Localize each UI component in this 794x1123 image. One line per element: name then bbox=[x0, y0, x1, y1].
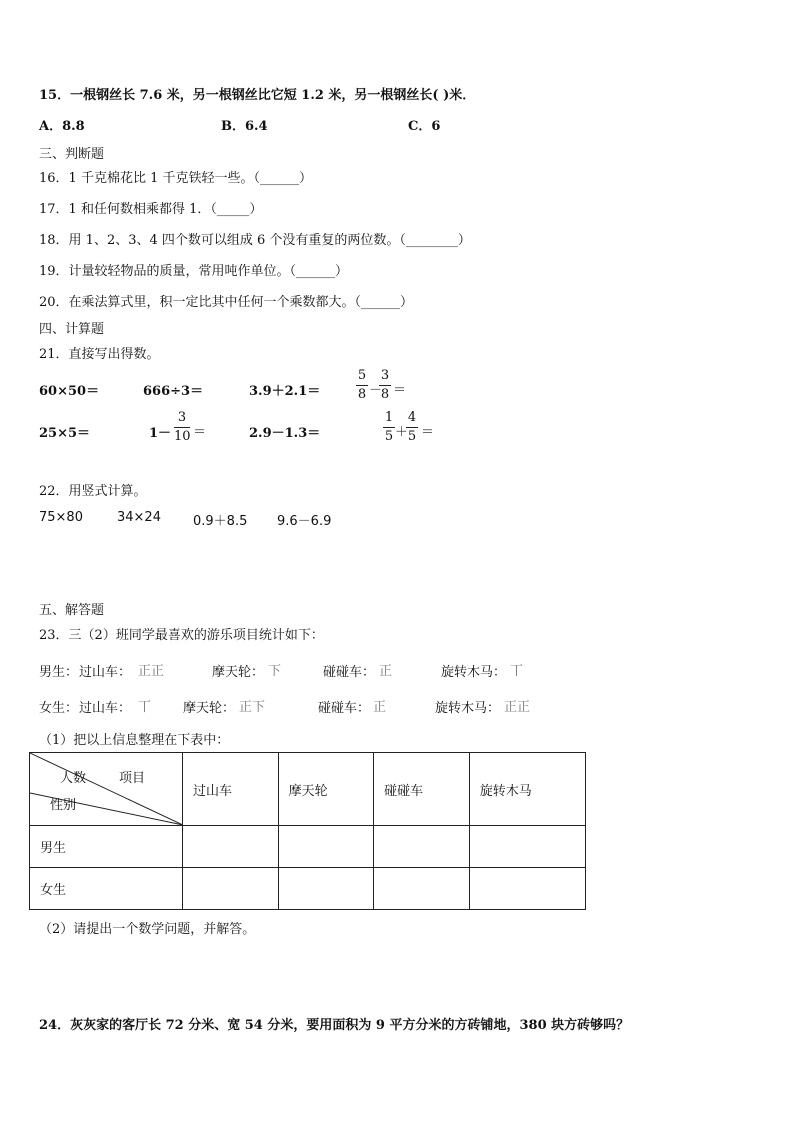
girls-carousel-tally: 正正 bbox=[504, 700, 531, 715]
table-corner-header bbox=[30, 753, 183, 826]
statistics-table bbox=[29, 752, 586, 910]
column-header-roller-coaster: 过山车 bbox=[183, 753, 279, 826]
table-row bbox=[30, 826, 586, 868]
equals-sign: ＝ bbox=[193, 425, 207, 440]
boys-label: 男生： bbox=[39, 665, 79, 680]
question-23-stem: 23．三（2）班同学最喜欢的游乐项目统计如下： bbox=[39, 628, 324, 643]
answer-cell[interactable] bbox=[469, 868, 585, 910]
equals-sign: ＝ bbox=[393, 383, 407, 398]
corner-count-label: 人数 bbox=[60, 771, 87, 786]
boys-roller-coaster-label: 过山车： bbox=[79, 665, 132, 680]
calc-2.9minus1.3: 2.9－1.3＝ bbox=[249, 426, 321, 441]
section-4-heading: 四、计算题 bbox=[39, 322, 105, 337]
fraction-1-5: 1 5 bbox=[384, 410, 394, 444]
boys-bumper-car-tally: 正 bbox=[379, 664, 393, 679]
corner-item-label: 项目 bbox=[119, 771, 146, 786]
boys-roller-coaster-tally: 正正 bbox=[138, 664, 165, 679]
boys-carousel-label: 旋转木马： bbox=[441, 665, 507, 680]
plus-sign: ＋ bbox=[395, 425, 409, 440]
boys-bumper-car-label: 碰碰车： bbox=[323, 665, 376, 680]
fraction-4-5: 4 5 bbox=[407, 410, 417, 444]
calc-3.9plus2.1: 3.9＋2.1＝ bbox=[249, 384, 321, 399]
fraction-3-8: 3 8 bbox=[380, 368, 390, 402]
girls-roller-coaster-label: 过山车： bbox=[79, 701, 132, 716]
question-15-option-c: C．6 bbox=[408, 119, 441, 134]
minus-sign: － bbox=[369, 383, 383, 398]
question-16: 16．1 千克棉花比 1 千克铁轻一些。（______） bbox=[39, 171, 312, 186]
corner-gender-label: 性别 bbox=[50, 798, 77, 813]
question-18: 18．用 1、2、3、4 四个数可以组成 6 个没有重复的两位数。（________） bbox=[39, 233, 471, 248]
question-23-part-1: （1）把以上信息整理在下表中： bbox=[39, 733, 230, 748]
answer-cell[interactable] bbox=[183, 868, 279, 910]
question-20: 20．在乘法算式里，积一定比其中任何一个乘数都大。（______） bbox=[39, 295, 414, 310]
answer-cell[interactable] bbox=[469, 826, 585, 868]
table-row bbox=[30, 868, 586, 910]
row-header-boys: 男生 bbox=[30, 826, 183, 868]
girls-carousel-label: 旋转木马： bbox=[435, 701, 501, 716]
vertical-calc-0.9plus8.5: 0.9＋8.5 bbox=[193, 514, 248, 529]
section-3-heading: 三、判断题 bbox=[39, 147, 105, 162]
equals-sign: ＝ bbox=[421, 425, 435, 440]
fraction-3-10: 3 10 bbox=[174, 410, 191, 444]
calc-666div3: 666÷3＝ bbox=[143, 384, 204, 399]
girls-bumper-car-tally: 正 bbox=[373, 700, 387, 715]
answer-cell[interactable] bbox=[278, 826, 374, 868]
answer-cell[interactable] bbox=[374, 868, 470, 910]
question-15-option-b: B．6.4 bbox=[221, 119, 268, 134]
column-header-ferris-wheel: 摩天轮 bbox=[278, 753, 374, 826]
girls-roller-coaster-tally: 丅 bbox=[138, 700, 152, 715]
column-header-carousel: 旋转木马 bbox=[469, 753, 585, 826]
question-19: 19．计量较轻物品的质量，常用吨作单位。（______） bbox=[39, 264, 349, 279]
vertical-calc-34x24: 34×24 bbox=[117, 510, 161, 525]
row-header-girls: 女生 bbox=[30, 868, 183, 910]
girls-label: 女生： bbox=[39, 701, 79, 716]
diagonal-lines bbox=[30, 753, 183, 826]
question-17: 17．1 和任何数相乘都得 1．（_____） bbox=[39, 202, 263, 217]
fraction-5-8: 5 8 bbox=[357, 368, 367, 402]
boys-ferris-wheel-tally: 下 bbox=[268, 664, 282, 679]
question-24: 24．灰灰家的客厅长 72 分米、宽 54 分米，要用面积为 9 平方分米的方砖铺地，380 块方砖够吗？ bbox=[39, 1018, 630, 1033]
question-23-part-2: （2）请提出一个数学问题，并解答。 bbox=[39, 922, 256, 937]
question-15-option-a: A．8.8 bbox=[39, 119, 85, 134]
calc-25x5: 25×5＝ bbox=[39, 426, 91, 441]
boys-ferris-wheel-label: 摩天轮： bbox=[212, 665, 265, 680]
vertical-calc-75x80: 75×80 bbox=[39, 510, 83, 525]
calc-60x50: 60×50＝ bbox=[39, 384, 100, 399]
column-header-bumper-car: 碰碰车 bbox=[374, 753, 470, 826]
question-15-stem: 15．一根钢丝长 7.6 米，另一根钢丝比它短 1.2 米，另一根钢丝长( )米． bbox=[39, 88, 476, 103]
boys-carousel-tally: 丅 bbox=[510, 664, 524, 679]
girls-bumper-car-label: 碰碰车： bbox=[318, 701, 371, 716]
answer-cell[interactable] bbox=[374, 826, 470, 868]
girls-ferris-wheel-label: 摩天轮： bbox=[183, 701, 236, 716]
answer-cell[interactable] bbox=[278, 868, 374, 910]
girls-ferris-wheel-tally: 正下 bbox=[239, 700, 266, 715]
question-22-stem: 22．用竖式计算。 bbox=[39, 484, 147, 499]
vertical-calc-9.6minus6.9: 9.6－6.9 bbox=[277, 514, 332, 529]
calc-1-minus: 1－ bbox=[149, 426, 172, 441]
answer-cell[interactable] bbox=[183, 826, 279, 868]
question-21-stem: 21．直接写出得数。 bbox=[39, 347, 160, 362]
table-header-row bbox=[30, 753, 586, 826]
section-5-heading: 五、解答题 bbox=[39, 603, 105, 618]
